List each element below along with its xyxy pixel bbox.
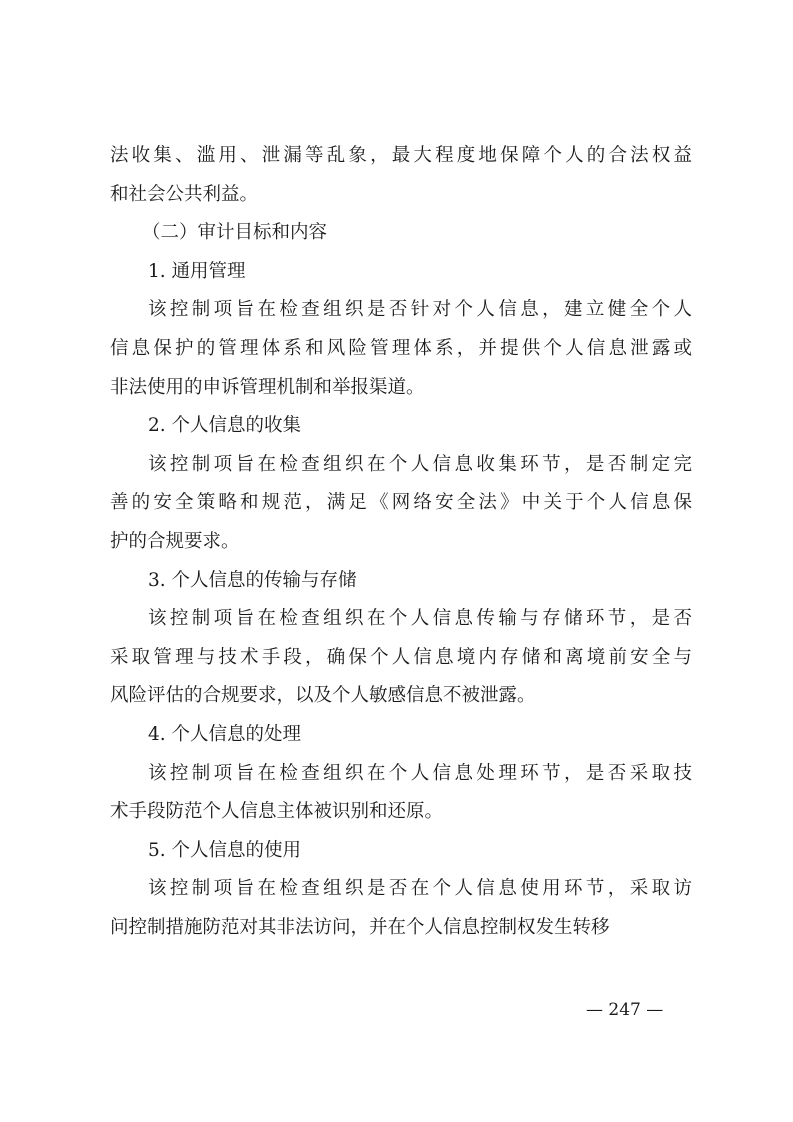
text-line: 该控制项旨在检查组织在个人信息收集环节，是否制定完 [148,453,692,475]
page-number: — 247 — [586,1000,664,1020]
text-line: 非法使用的申诉管理机制和举报渠道。 [110,376,425,398]
text-line: 善的安全策略和规范，满足《网络安全法》中关于个人信息保 [110,492,692,514]
text-line: 问控制措施防范对其非法访问，并在个人信息控制权发生转移 [110,916,610,938]
page-body [110,137,692,947]
paragraph [110,446,692,562]
text-line: 4. 个人信息的处理 [148,723,302,745]
text-line: 该控制项旨在检查组织在个人信息处理环节，是否采取技 [148,762,692,784]
section-heading [110,214,692,253]
text-line: 5. 个人信息的使用 [148,839,302,861]
text-line: 3. 个人信息的传输与存储 [148,569,357,591]
subsection-heading [110,562,692,601]
text-line: 法收集、滥用、泄漏等乱象，最大程度地保障个人的合法权益 [110,145,692,166]
paragraph [110,600,692,716]
text-line: 1. 通用管理 [148,260,246,282]
text-line: 风险评估的合规要求，以及个人敏感信息不被泄露。 [110,685,536,707]
text-line: 采取管理与技术手段，确保个人信息境内存储和离境前安全与 [110,646,692,668]
text-line: 术手段防范个人信息主体被识别和还原。 [110,801,444,823]
text-line: 该控制项旨在检查组织是否在个人信息使用环节，采取访 [148,878,692,900]
subsection-heading [110,253,692,292]
subsection-heading [110,716,692,755]
paragraph [110,870,692,947]
text-line: 该控制项旨在检查组织是否针对个人信息，建立健全个人 [148,299,692,321]
subsection-heading [110,832,692,871]
paragraph [110,291,692,407]
text-line: 护的合规要求。 [110,530,240,552]
paragraph [110,755,692,832]
subsection-heading [110,407,692,446]
text-line: 2. 个人信息的收集 [148,415,302,437]
text-line: 该控制项旨在检查组织在个人信息传输与存储环节，是否 [148,608,692,630]
text-line: 和社会公共利益。 [110,183,259,205]
text-line: （二）审计目标和内容 [142,222,328,244]
paragraph [110,137,692,214]
text-line: 信息保护的管理体系和风险管理体系，并提供个人信息泄露或 [110,337,692,359]
